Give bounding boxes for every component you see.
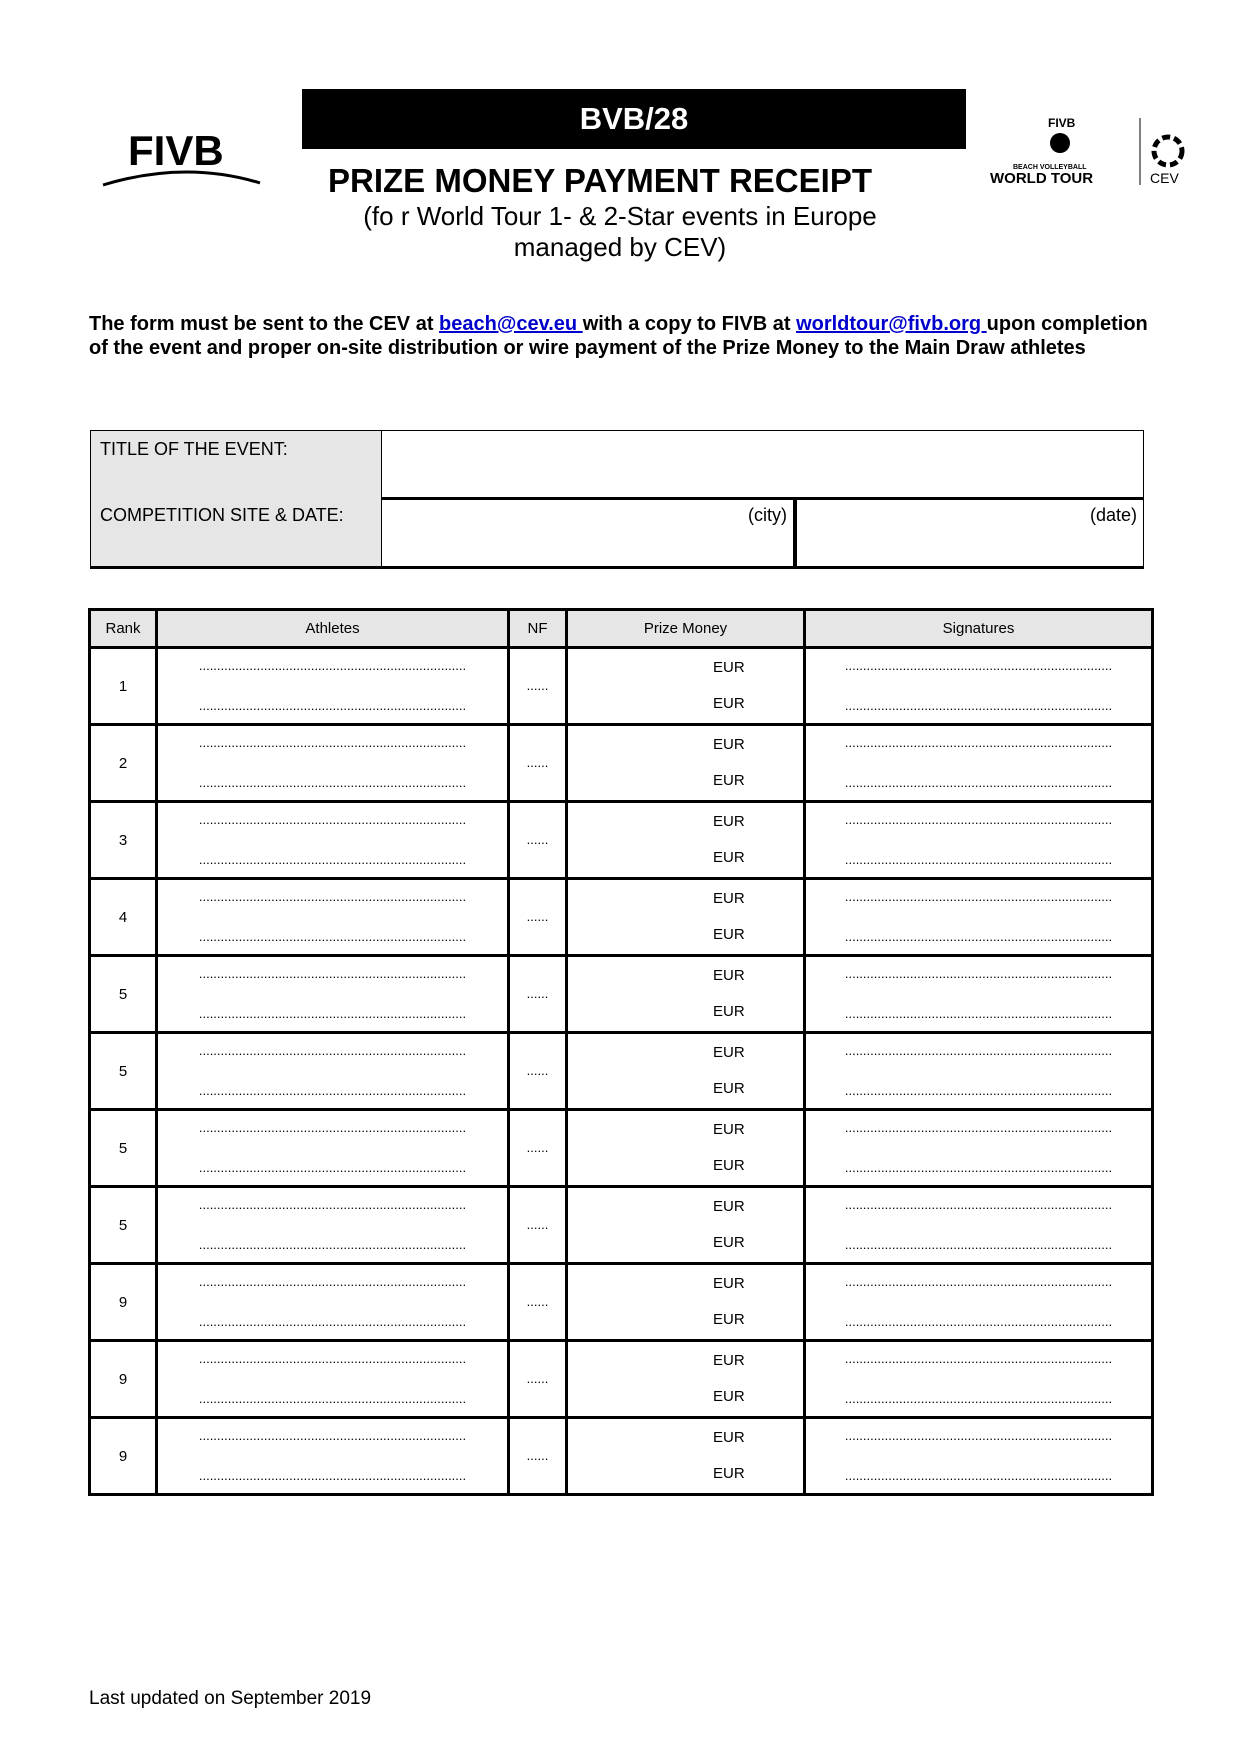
nf-line: ......	[526, 909, 549, 924]
header-rank: Rank	[90, 610, 157, 648]
prize-cell[interactable]	[567, 1418, 805, 1495]
table-row	[90, 1341, 1153, 1418]
athlete-line: ..........................................................................	[198, 1314, 467, 1329]
signature-line: ..........................................................................	[844, 1043, 1113, 1058]
athletes-cell[interactable]	[157, 648, 509, 725]
currency-label: EUR	[713, 1388, 745, 1405]
world-tour-fivb-text: FIVB	[1048, 116, 1076, 130]
athlete-line: ..........................................................................	[198, 1274, 467, 1289]
athlete-line: ..........................................................................	[198, 1391, 467, 1406]
nf-line: ......	[526, 1448, 549, 1463]
beach-volleyball-text: BEACH VOLLEYBALL	[1013, 164, 1087, 171]
athletes-cell[interactable]	[157, 1187, 509, 1264]
signature-cell[interactable]	[805, 879, 1153, 956]
table-row	[90, 802, 1153, 879]
page-title: PRIZE MONEY PAYMENT RECEIPT	[328, 162, 872, 199]
signature-line: ..........................................................................	[844, 812, 1113, 827]
rank-cell: 5	[90, 956, 157, 1033]
athlete-line: ..........................................................................	[198, 1083, 467, 1098]
athlete-line: ..........................................................................	[198, 1428, 467, 1443]
athlete-line: ..........................................................................	[198, 1160, 467, 1175]
competition-site-row	[90, 497, 1144, 569]
nf-cell[interactable]	[509, 879, 567, 956]
currency-label: EUR	[713, 813, 745, 830]
signature-line: ..........................................................................	[844, 889, 1113, 904]
signature-cell[interactable]	[805, 1264, 1153, 1341]
currency-label: EUR	[713, 890, 745, 907]
currency-label: EUR	[713, 659, 745, 676]
athlete-line: ..........................................................................	[198, 735, 467, 750]
instructions-part-3: upon completion of the event and proper on-site distribution or wire payment of the Prize Money to the Main Draw athletes	[89, 313, 1148, 359]
currency-label: EUR	[713, 1234, 745, 1251]
currency-label: EUR	[713, 1121, 745, 1138]
table-row	[90, 879, 1153, 956]
prize-cell[interactable]	[567, 1264, 805, 1341]
athletes-cell[interactable]	[157, 1341, 509, 1418]
subtitle-line-2: managed by CEV)	[513, 232, 727, 262]
nf-line: ......	[526, 678, 549, 693]
athletes-cell[interactable]	[157, 725, 509, 802]
currency-label: EUR	[713, 1044, 745, 1061]
subtitle-line-1: (fo r World Tour 1- & 2-Star events in Europe	[363, 201, 877, 231]
instructions	[89, 312, 1149, 360]
fivb-logo	[100, 125, 270, 195]
currency-label: EUR	[713, 849, 745, 866]
signature-line: ..........................................................................	[844, 775, 1113, 790]
nf-cell[interactable]	[509, 648, 567, 725]
rank-cell: 3	[90, 802, 157, 879]
athlete-line: ..........................................................................	[198, 929, 467, 944]
signature-cell[interactable]	[805, 956, 1153, 1033]
currency-label: EUR	[713, 1352, 745, 1369]
athlete-line: ..........................................................................	[198, 1006, 467, 1021]
signature-line: ..........................................................................	[844, 966, 1113, 981]
prize-cell[interactable]	[567, 725, 805, 802]
table-row	[90, 1110, 1153, 1187]
event-info-box	[90, 430, 1144, 570]
signature-line: ..........................................................................	[844, 1197, 1113, 1212]
athletes-cell[interactable]	[157, 879, 509, 956]
prize-cell[interactable]	[567, 1110, 805, 1187]
currency-label: EUR	[713, 1275, 745, 1292]
form-code-bar: BVB/28	[302, 89, 966, 149]
table-row	[90, 1187, 1153, 1264]
athlete-line: ..........................................................................	[198, 1351, 467, 1366]
header-athletes: Athletes	[157, 610, 509, 648]
currency-label: EUR	[713, 1198, 745, 1215]
currency-label: EUR	[713, 695, 745, 712]
athletes-cell[interactable]	[157, 802, 509, 879]
currency-label: EUR	[713, 1157, 745, 1174]
athlete-line: ..........................................................................	[198, 658, 467, 673]
table-header-row	[90, 610, 1153, 648]
signature-line: ..........................................................................	[844, 698, 1113, 713]
city-hint: (city)	[748, 505, 787, 525]
athlete-line: ..........................................................................	[198, 1468, 467, 1483]
table-row	[90, 1264, 1153, 1341]
signature-line: ..........................................................................	[844, 658, 1113, 673]
prize-cell[interactable]	[567, 1033, 805, 1110]
prize-cell[interactable]	[567, 879, 805, 956]
athletes-cell[interactable]	[157, 956, 509, 1033]
nf-line: ......	[526, 986, 549, 1001]
table-row	[90, 725, 1153, 802]
athletes-cell[interactable]	[157, 1033, 509, 1110]
nf-cell[interactable]	[509, 1033, 567, 1110]
signature-cell[interactable]	[805, 1341, 1153, 1418]
event-title-field[interactable]	[382, 431, 1144, 497]
rank-cell: 9	[90, 1264, 157, 1341]
signature-line: ..........................................................................	[844, 1120, 1113, 1135]
prize-table	[88, 608, 1154, 1496]
signature-line: ..........................................................................	[844, 929, 1113, 944]
nf-cell[interactable]	[509, 802, 567, 879]
signature-cell[interactable]	[805, 725, 1153, 802]
prize-cell[interactable]	[567, 1187, 805, 1264]
athlete-line: ..........................................................................	[198, 775, 467, 790]
rank-cell: 5	[90, 1110, 157, 1187]
competition-site-label: COMPETITION SITE & DATE:	[90, 497, 382, 566]
nf-line: ......	[526, 755, 549, 770]
date-field[interactable]	[797, 497, 1144, 566]
header-nf: NF	[509, 610, 567, 648]
event-title-row	[90, 430, 1144, 500]
signature-line: ..........................................................................	[844, 1314, 1113, 1329]
date-hint: (date)	[1089, 505, 1137, 525]
signature-cell[interactable]	[805, 648, 1153, 725]
signature-cell[interactable]	[805, 1110, 1153, 1187]
city-field[interactable]	[382, 497, 797, 566]
signature-line: ..........................................................................	[844, 1160, 1113, 1175]
cev-text: CEV	[1150, 170, 1179, 186]
nf-cell[interactable]	[509, 725, 567, 802]
currency-label: EUR	[713, 736, 745, 753]
signature-cell[interactable]	[805, 1418, 1153, 1495]
athlete-line: ..........................................................................	[198, 1120, 467, 1135]
instructions-part-2: with a copy to FIVB at	[582, 313, 797, 335]
signature-cell[interactable]	[805, 1033, 1153, 1110]
rank-cell: 9	[90, 1418, 157, 1495]
nf-line: ......	[526, 1140, 549, 1155]
nf-line: ......	[526, 1294, 549, 1309]
nf-cell[interactable]	[509, 1341, 567, 1418]
athlete-line: ..........................................................................	[198, 852, 467, 867]
currency-label: EUR	[713, 1080, 745, 1097]
signature-line: ..........................................................................	[844, 1237, 1113, 1252]
signature-line: ..........................................................................	[844, 1351, 1113, 1366]
subtitle	[320, 201, 920, 263]
currency-label: EUR	[713, 1465, 745, 1482]
currency-label: EUR	[713, 1429, 745, 1446]
athletes-cell[interactable]	[157, 1264, 509, 1341]
currency-label: EUR	[713, 967, 745, 984]
athletes-cell[interactable]	[157, 1110, 509, 1187]
nf-line: ......	[526, 1063, 549, 1078]
rank-cell: 1	[90, 648, 157, 725]
header-prize-money: Prize Money	[567, 610, 805, 648]
prize-cell[interactable]	[567, 802, 805, 879]
signature-line: ..........................................................................	[844, 1083, 1113, 1098]
signature-line: ..........................................................................	[844, 735, 1113, 750]
athlete-line: ..........................................................................	[198, 1043, 467, 1058]
nf-line: ......	[526, 1371, 549, 1386]
signature-line: ..........................................................................	[844, 1274, 1113, 1289]
world-tour-text: WORLD TOUR	[990, 170, 1094, 187]
athlete-line: ..........................................................................	[198, 812, 467, 827]
athlete-line: ..........................................................................	[198, 966, 467, 981]
athlete-line: ..........................................................................	[198, 889, 467, 904]
signature-cell[interactable]	[805, 802, 1153, 879]
prize-cell[interactable]	[567, 956, 805, 1033]
instructions-part-1: The form must be sent to the CEV at	[89, 313, 440, 335]
nf-line: ......	[526, 832, 549, 847]
event-title-label: TITLE OF THE EVENT:	[90, 431, 382, 497]
table-row	[90, 648, 1153, 725]
rank-cell: 4	[90, 879, 157, 956]
athlete-line: ..........................................................................	[198, 1197, 467, 1212]
table-row	[90, 1033, 1153, 1110]
fivb-logo-text: FIVB	[128, 127, 224, 174]
signature-line: ..........................................................................	[844, 1468, 1113, 1483]
cev-email-link[interactable]: beach@cev.eu	[439, 313, 583, 335]
rank-cell: 5	[90, 1033, 157, 1110]
nf-line: ......	[526, 1217, 549, 1232]
header-signatures: Signatures	[805, 610, 1153, 648]
rank-cell: 2	[90, 725, 157, 802]
signature-line: ..........................................................................	[844, 1006, 1113, 1021]
prize-cell[interactable]	[567, 1341, 805, 1418]
rank-cell: 9	[90, 1341, 157, 1418]
world-tour-cev-logo	[990, 115, 1210, 190]
currency-label: EUR	[713, 1003, 745, 1020]
currency-label: EUR	[713, 926, 745, 943]
nf-cell[interactable]	[509, 1110, 567, 1187]
table-row	[90, 1418, 1153, 1495]
last-updated: Last updated on September 2019	[89, 1688, 372, 1709]
nf-cell[interactable]	[509, 1187, 567, 1264]
nf-cell[interactable]	[509, 1418, 567, 1495]
table-body	[90, 648, 1153, 1495]
currency-label: EUR	[713, 1311, 745, 1328]
signature-line: ..........................................................................	[844, 852, 1113, 867]
signature-cell[interactable]	[805, 1187, 1153, 1264]
table-row	[90, 956, 1153, 1033]
athlete-line: ..........................................................................	[198, 1237, 467, 1252]
athlete-line: ..........................................................................	[198, 698, 467, 713]
signature-line: ..........................................................................	[844, 1428, 1113, 1443]
fivb-email-link[interactable]: worldtour@fivb.org	[796, 313, 987, 335]
currency-label: EUR	[713, 772, 745, 789]
rank-cell: 5	[90, 1187, 157, 1264]
nf-cell[interactable]	[509, 956, 567, 1033]
athletes-cell[interactable]	[157, 1418, 509, 1495]
signature-line: ..........................................................................	[844, 1391, 1113, 1406]
nf-cell[interactable]	[509, 1264, 567, 1341]
prize-cell[interactable]	[567, 648, 805, 725]
